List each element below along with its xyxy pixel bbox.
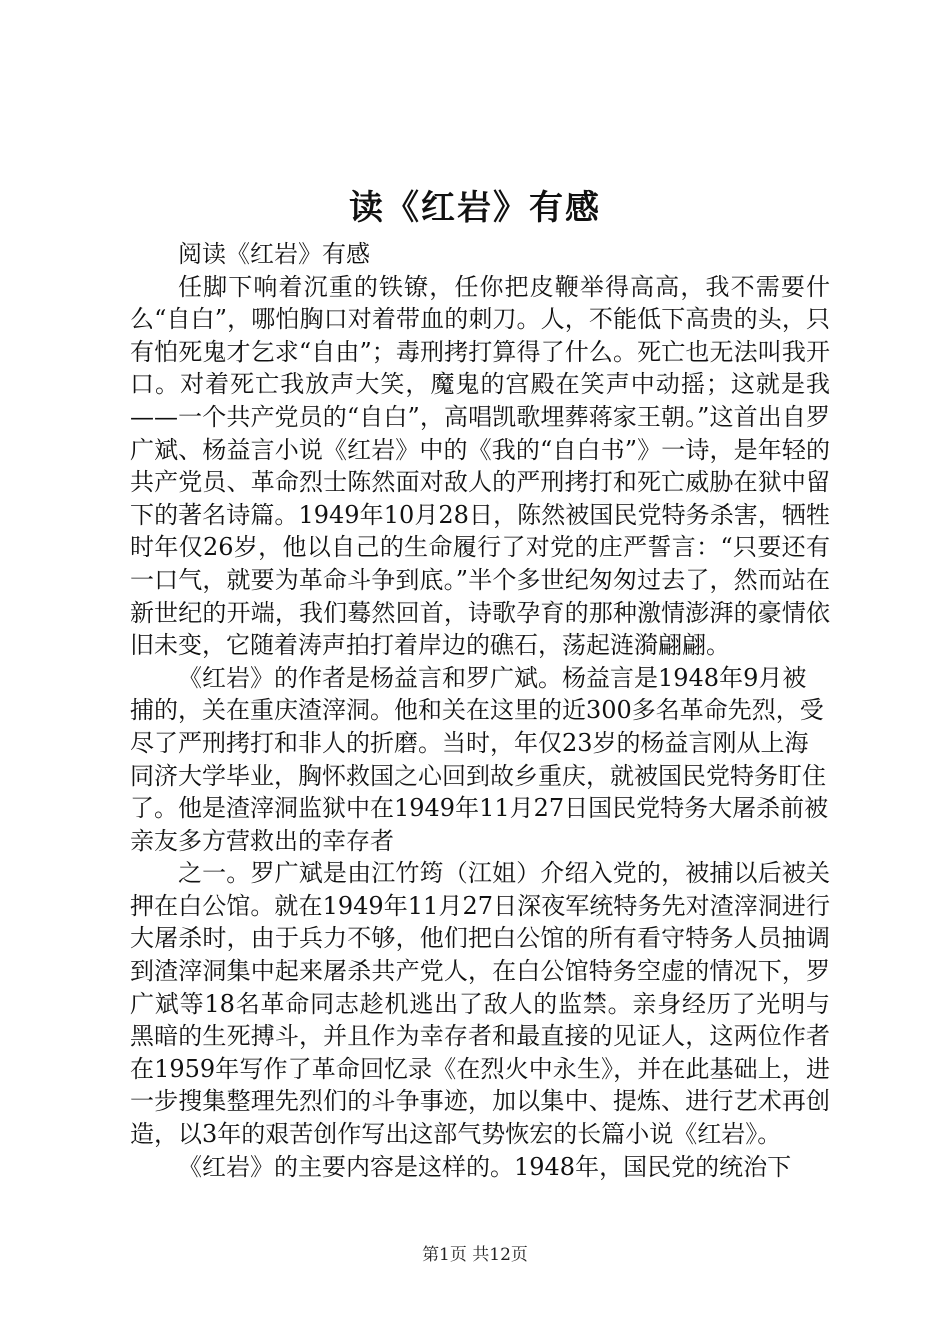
- paragraph-poem-intro: 任脚下响着沉重的铁镣，任你把皮鞭举得高高，我不需要什么“自白”，哪怕胸口对着带血的刺刀。人，不能低下高贵的头，只有怕死鬼才乞求“自由”；毒刑拷打算得了什么。死亡也无法叫我开口。对着死亡我放声大笑，魔鬼的宫殿在笑声中动摇；这就是我——一个共产党员的“自白”，高唱凯歌埋葬蒋家王朝。”这首出自罗广斌、杨益言小说《红岩》中的《我的“自白书”》一诗，是年轻的共产党员、革命烈士陈然面对敌人的严刑拷打和死亡威胁在狱中留下的著名诗篇。1949年10月28日，陈然被国民党特务杀害，牺牲时年仅26岁，他以自己的生命履行了对党的庄严誓言：“只要还有一口气，就要为革命斗争到底。”半个多世纪匆匆过去了，然而站在新世纪的开端，我们蓦然回首，诗歌孕育的那种激情澎湃的豪情依旧未变，它随着涛声拍打着岸边的礁石，荡起涟漪翩翩。: [130, 272, 830, 660]
- document-body: [130, 238, 830, 1183]
- document-title: 读《红岩》有感: [349, 188, 601, 228]
- page-number-footer: 第1页 共12页: [422, 1245, 528, 1265]
- paragraph-subtitle: 阅读《红岩》有感: [178, 240, 370, 268]
- paragraph-luo-guangbin: 之一。罗广斌是由江竹筠（江姐）介绍入党的，被捕以后被关押在白公馆。就在1949年11月27日深夜军统特务先对渣滓洞进行大屠杀时，由于兵力不够，他们把白公馆的所有看守特务人员抽调到渣滓洞集中起来屠杀共产党人，在白公馆特务空虚的情况下，罗广斌等18名革命同志趁机逃出了敌人的监禁。亲身经历了光明与黑暗的生死搏斗，并且作为幸存者和最直接的见证人，这两位作者在1959年写作了革命回忆录《在烈火中永生》，并在此基础上，进一步搜集整理先烈们的斗争事迹，加以集中、提炼、进行艺术再创造，以3年的艰苦创作写出这部气势恢宏的长篇小说《红岩》。: [130, 859, 830, 1149]
- paragraph-authors: 《红岩》的作者是杨益言和罗广斌。杨益言是1948年9月被捕的，关在重庆渣滓洞。他和关在这里的近300多名革命先烈，受尽了严刑拷打和非人的折磨。当时，年仅23岁的杨益言刚从上海同济大学毕业，胸怀救国之心回到故乡重庆，就被国民党特务盯住了。他是渣滓洞监狱中在1949年11月27日国民党特务大屠杀前被亲友多方营救出的幸存者: [130, 663, 829, 855]
- paragraph-main-content: 《红岩》的主要内容是这样的。1948年，国民党的统治下: [178, 1152, 792, 1181]
